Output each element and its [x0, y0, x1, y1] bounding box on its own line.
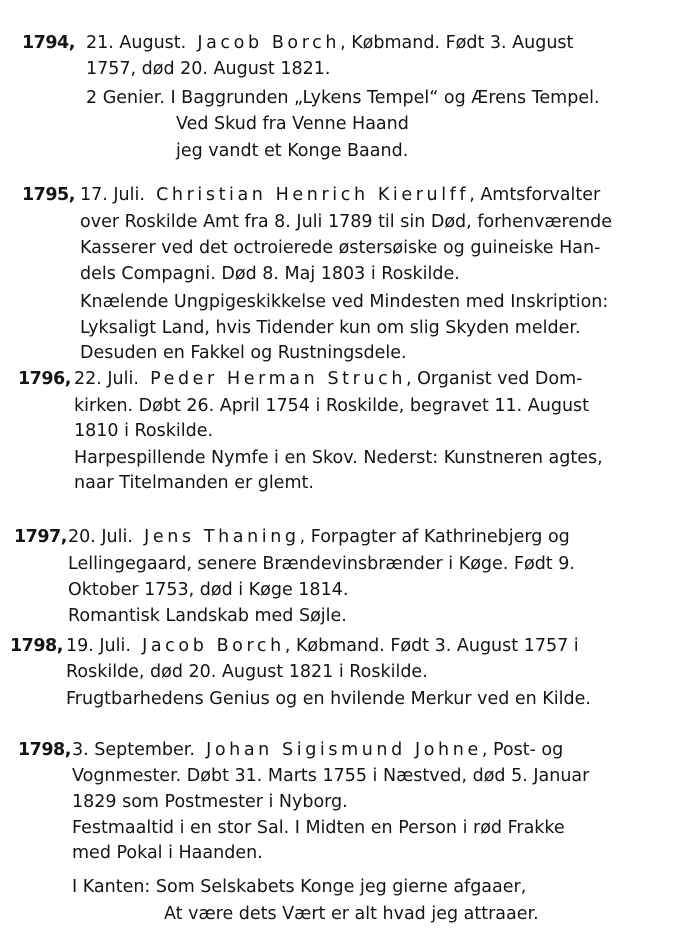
entry-line: Lyksaligt Land, hvis Tidender kun om slig Skyden melder. [80, 318, 581, 338]
entry-line: Roskilde, død 20. August 1821 i Roskilde. [66, 662, 428, 682]
entry-first-line [86, 35, 573, 53]
entry-line: 2 Genier. I Baggrunden „Lykens Tempel“ og Ærens Tempel. [86, 88, 600, 108]
entry-line: med Pokal i Haanden. [72, 843, 263, 863]
entry-year: 1795, [22, 185, 75, 205]
entry-date: 20. Juli. [68, 527, 133, 547]
entry-line: Frugtbarhedens Genius og en hvilende Merkur ved en Kilde. [66, 689, 591, 709]
entry-line: Kasserer ved det octroierede østersøiske og guineiske Han- [80, 238, 601, 258]
entry-line: Festmaaltid i en stor Sal. I Midten en Person i rød Frakke [72, 818, 565, 838]
entry-date: 19. Juli. [66, 636, 131, 656]
entry-year: 1798, [18, 740, 71, 760]
entry-person-name: Johan Sigismund Johne [206, 740, 482, 760]
entry-date: 21. August. [86, 33, 187, 53]
entry-person-name: Peder Herman Struch [150, 369, 407, 389]
entry-person-name: Jacob Borch [142, 636, 285, 656]
entry-year: 1798, [10, 636, 63, 656]
entry-first-line [66, 638, 579, 656]
entry-verse-line: Ved Skud fra Venne Haand [176, 114, 409, 134]
entry-first-line [72, 742, 563, 760]
entry-line: 1810 i Roskilde. [74, 421, 214, 441]
entry-verse-line: jeg vandt et Konge Baand. [176, 141, 409, 161]
entry-date: 17. Juli. [80, 185, 145, 205]
entry-line: 1829 som Postmester i Nyborg. [72, 792, 348, 812]
entry-line: dels Compagni. Død 8. Maj 1803 i Roskilde. [80, 264, 460, 284]
entry-line: , Organist ved Dom- [406, 369, 583, 389]
entry-line: , Købmand. Født 3. August 1757 i [284, 636, 579, 656]
entry-line: Knælende Ungpigeskikkelse ved Mindesten med Inskription: [80, 292, 609, 312]
entry-person-name: Jens Thaning [144, 527, 300, 547]
entry-verse-line: At være dets Vært er alt hvad jeg attraaer. [164, 904, 539, 924]
entry-line: Vognmester. Døbt 31. Marts 1755 i Næstved, død 5. Januar [72, 766, 590, 786]
entry-line: kirken. Døbt 26. April 1754 i Roskilde, begravet 11. August [74, 396, 590, 416]
entry-line: 1757, død 20. August 1821. [86, 59, 331, 79]
entry-line: naar Titelmanden er glemt. [74, 473, 314, 493]
entry-line: Desuden en Fakkel og Rustningsdele. [80, 343, 407, 363]
entry-first-line [74, 371, 582, 389]
entry-year: 1794, [22, 33, 75, 53]
entry-line: Oktober 1753, død i Køge 1814. [68, 580, 349, 600]
entry-line: over Roskilde Amt fra 8. Juli 1789 til sin Død, forhenværende [80, 212, 613, 232]
entry-year: 1796, [18, 369, 71, 389]
entry-line: , Post- og [481, 740, 564, 760]
entry-line: , Forpagter af Kathrinebjerg og [299, 527, 570, 547]
entry-line: Lellingegaard, senere Brændevinsbrænder i Køge. Født 9. [68, 554, 575, 574]
entry-verse-line: I Kanten: Som Selskabets Konge jeg gierne afgaaer, [72, 877, 527, 897]
entry-year: 1797, [14, 527, 67, 547]
entry-line: Romantisk Landskab med Søjle. [68, 606, 347, 626]
entry-date: 3. September. [72, 740, 195, 760]
entry-first-line [68, 529, 570, 547]
entry-line: Harpespillende Nymfe i en Skov. Nederst: Kunstneren agtes, [74, 448, 603, 468]
entry-date: 22. Juli. [74, 369, 139, 389]
entry-person-name: Jacob Borch [197, 33, 341, 53]
entry-first-line [80, 187, 600, 205]
entry-line: , Købmand. Født 3. August [340, 33, 574, 53]
entry-person-name: Christian Henrich Kierulff [156, 185, 470, 205]
entry-line: , Amtsforvalter [469, 185, 601, 205]
